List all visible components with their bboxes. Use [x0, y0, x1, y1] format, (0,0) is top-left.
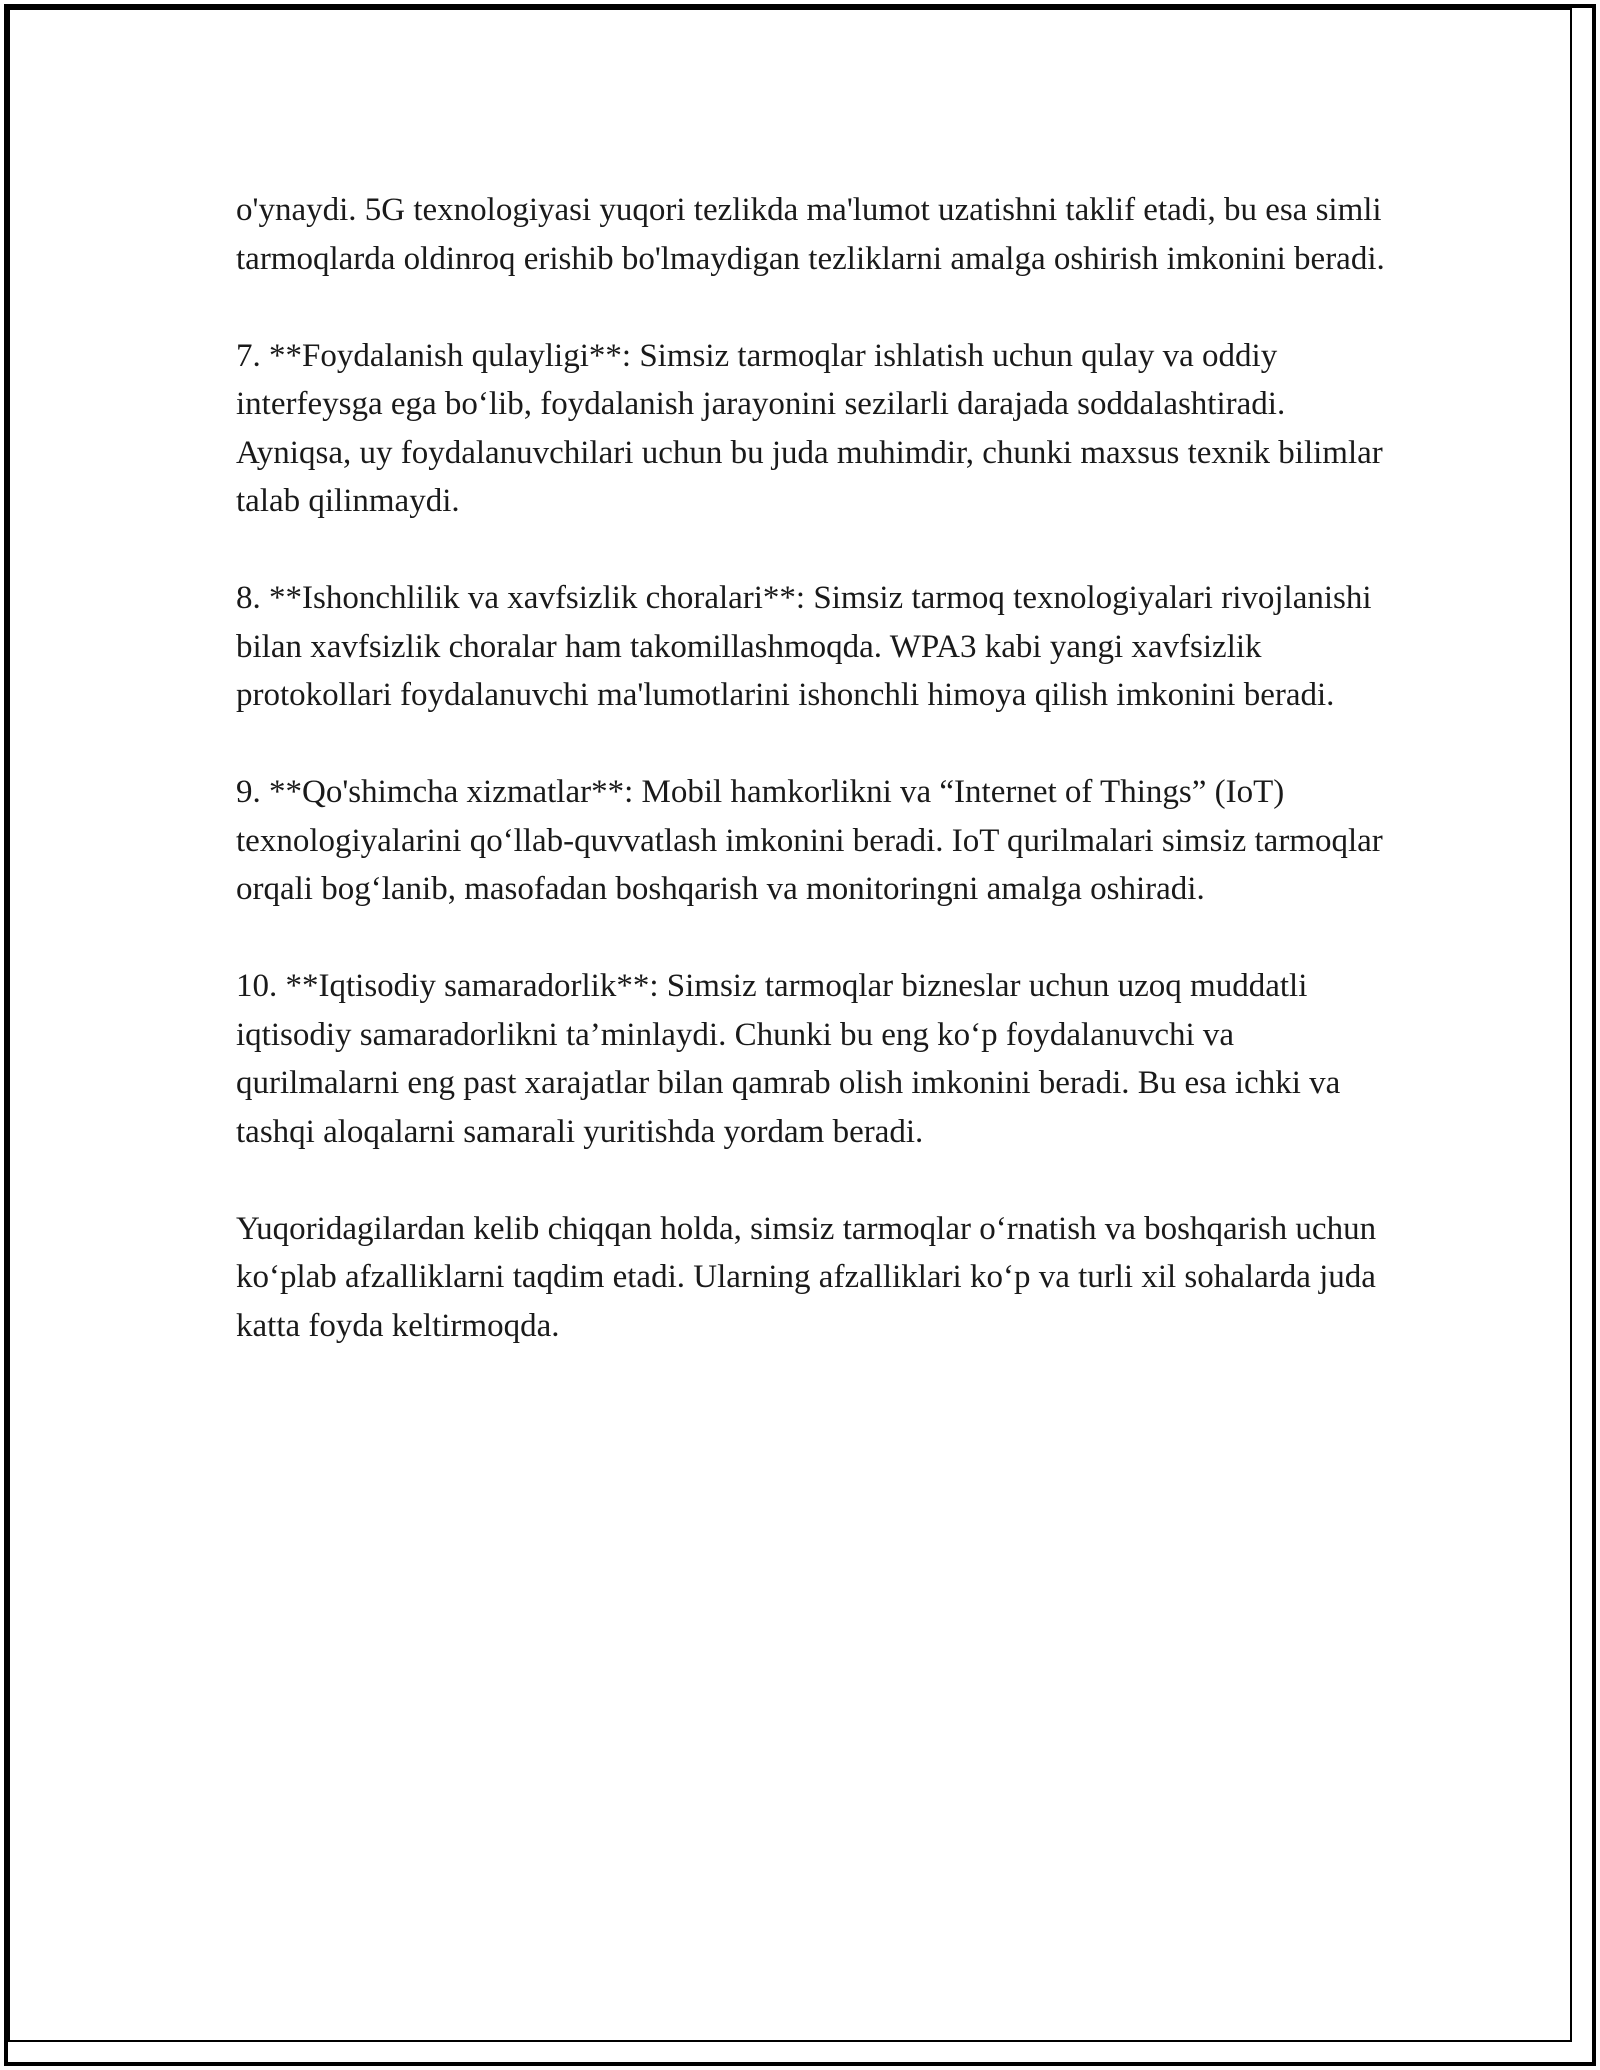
paragraph-continuation: o'ynaydi. 5G texnologiyasi yuqori tezlikda ma'lumot uzatishni taklif etadi, bu esa simli tarmoqlarda oldinroq erishib bo'lmaydigan tezliklarni amalga oshirish imkonini beradi. [236, 192, 1385, 277]
document-body [236, 186, 1386, 1350]
paragraph-item-9: 9. **Qo'shimcha xizmatlar**: Mobil hamkorlikni va “Internet of Things” (IoT) texnologiyalarini qo‘llab-quvvatlash imkonini beradi. IoT qurilmalari simsiz tarmoqlar orqali bog‘lanib, masofadan boshqarish va monitoringni amalga oshiradi. [236, 774, 1383, 907]
paragraph-item-7: 7. **Foydalanish qulayligi**: Simsiz tarmoqlar ishlatish uchun qulay va oddiy interfeysga ega bo‘lib, foydalanish jarayonini sezilarli darajada soddalashtiradi. Ayniqsa, uy foydalanuvchilari uchun bu juda muhimdir, chunki maxsus texnik bilimlar talab qilinmaydi. [236, 337, 1383, 519]
paragraph-item-10: 10. **Iqtisodiy samaradorlik**: Simsiz tarmoqlar bizneslar uchun uzoq muddatli iqtisodiy samaradorlikni ta’minlaydi. Chunki bu eng ko‘p foydalanuvchi va qurilmalarni eng past xarajatlar bilan qamrab olish imkonini beradi. Bu esa ichki va tashqi aloqalarni samarali yuritishda yordam beradi. [236, 968, 1341, 1150]
paragraph-item-8: 8. **Ishonchlilik va xavfsizlik choralari**: Simsiz tarmoq texnologiyalari rivojlanishi bilan xavfsizlik choralar ham takomillashmoqda. WPA3 kabi yangi xavfsizlik protokollari foydalanuvchi ma'lumotlarini ishonchli himoya qilish imkonini beradi. [236, 580, 1372, 713]
paragraph-conclusion: Yuqoridagilardan kelib chiqqan holda, simsiz tarmoqlar o‘rnatish va boshqarish uchun ko‘plab afzalliklarni taqdim etadi. Ularning afzalliklari ko‘p va turli xil sohalarda juda katta foyda keltirmoqda. [236, 1210, 1377, 1344]
